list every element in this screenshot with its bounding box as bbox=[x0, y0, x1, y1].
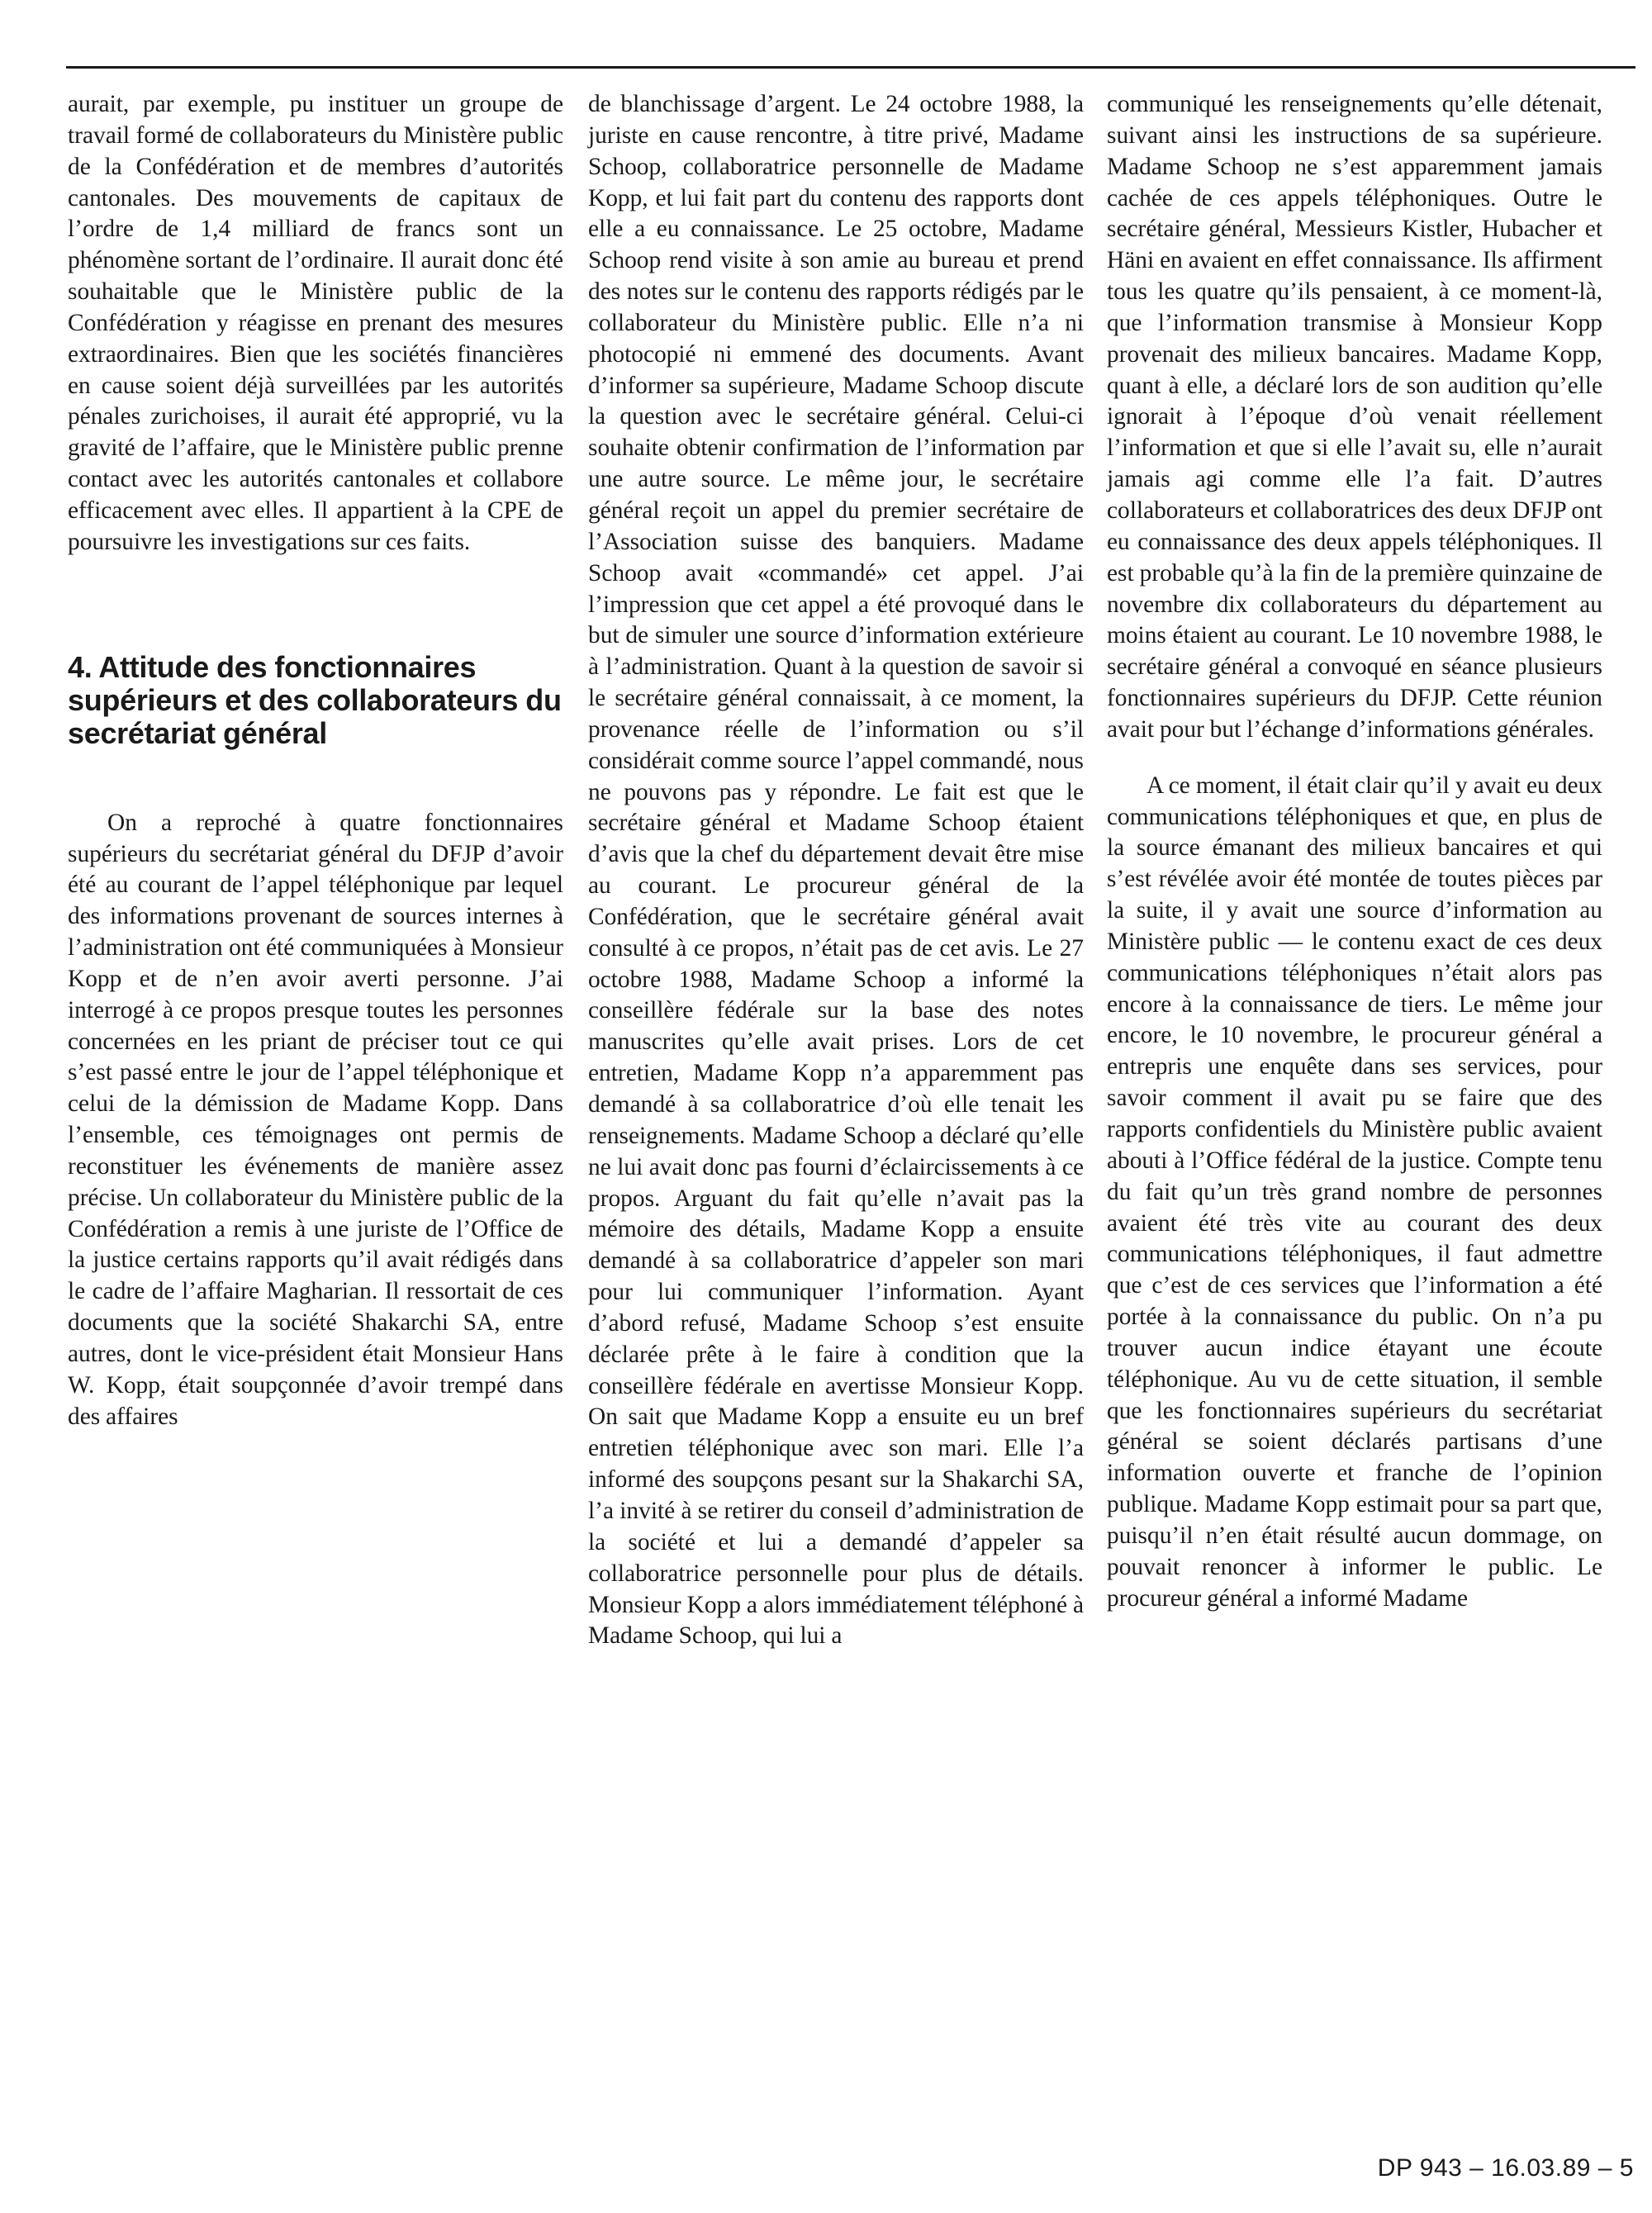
paragraph-text: A ce moment, il était clair qu’il y avait eu deux communications téléphoniques et que, en plus de la source émanant des milieux bancaires et qui s’est révélée avoir été montée de toutes pièces par la suite, il y avait une source d’information au Ministère public — le contenu exact de ces deux communications téléphoniques n’était alors pas encore à la connaissance de tiers. Le même jour encore, le 10 novembre, le procureur général a entrepris une enquête dans ses services, pour savoir comment il avait pu se faire que des rapports confidentiels du Ministère public avaient abouti à l’Office fédéral de la justice. Compte tenu du fait qu’un très grand nombre de personnes avaient été très vite au courant des deux communications téléphoniques, il faut admettre que c’est de ces services que l’information a été portée à la connaissance du public. On n’a pu trouver aucun indice étayant une écoute téléphonique. Au vu de cette situation, il semble que les fonctionnaires supérieurs du secrétariat général se soient déclarés partisans d’une information ouverte et franche de l’opinion publique. Madame Kopp estimait pour sa part que, puisqu’il n’en était résulté aucun dommage, on pouvait renoncer à informer le public. Le procureur général a informé Madame bbox=[1107, 772, 1602, 1612]
column-3 bbox=[1107, 89, 1602, 1615]
paragraph-text: de blanchissage d’argent. Le 24 octobre 1988, la juriste en cause rencontre, à titre privé, Madame Schoop, collaboratrice personnelle de Madame Kopp, et lui fait part du contenu des rapports dont elle a eu connaissance. Le 25 octobre, Madame Schoop rend visite à son amie au bureau et prend des notes sur le contenu des rapports rédigés par le collaborateur du Ministère public. Elle n’a ni photocopié ni emmené des documents. Avant d’informer sa supérieure, Madame Schoop discute la question avec le secrétaire général. Celui-ci souhaite obtenir confirmation de l’information par une autre source. Le même jour, le secrétaire général reçoit un appel du premier secrétaire de l’Association suisse des banquiers. Madame Schoop avait «commandé» cet appel. J’ai l’impression que cet appel a été provoqué dans le but de simuler une source d’information extérieure à l’administration. Quant à la question de savoir si le secrétaire général connaissait, à ce moment, la provenance réelle de l’information ou s’il considérait comme source l’appel commandé, nous ne pouvons pas y répondre. Le fait est que le secrétaire général et Madame Schoop étaient d’avis que la chef du département devait être mise au courant. Le procureur général de la Confédération, que le secrétaire général avait consulté à ce propos, n’était pas de cet avis. Le 27 octobre 1988, Madame Schoop a informé la conseillère fédérale sur la base des notes manuscrites qu’elle avait prises. Lors de cet entretien, Madame Kopp n’a apparemment pas demandé à sa collaboratrice d’où elle tenait les renseignements. Madame Schoop a déclaré qu’elle ne lui avait donc pas fourni d’éclaircissements à ce propos. Arguant du fait qu’elle n’avait pas la mémoire des détails, Madame Kopp a ensuite demandé à sa collaboratrice d’appeler son mari pour lui communiquer l’information. Ayant d’abord refusé, Madame Schoop s’est ensuite déclarée prête à le faire à condition que la conseillère fédérale en avertisse Monsieur Kopp. On sait que Madame Kopp a ensuite eu un bref entretien téléphonique avec son mari. Elle l’a informé des soupçons pesant sur la Shakarchi SA, l’a invité à se retirer du conseil d’administration de la société et lui a demandé d’appeler sa collaboratrice personnelle pour plus de détails. Monsieur Kopp a alors immédiatement téléphoné à Madame Schoop, qui lui a bbox=[588, 91, 1084, 1650]
column-1 bbox=[68, 89, 563, 1433]
page-footer: DP 943 – 16.03.89 – 5 bbox=[1377, 2154, 1634, 2182]
paragraph-text: communiqué les renseignements qu’elle détenait, suivant ainsi les instructions de sa supérieure. Madame Schoop ne s’est apparemment jamais cachée de ces appels téléphoniques. Outre le secrétaire général, Messieurs Kistler, Hubacher et Häni en avaient en effet connaissance. Ils affirment tous les quatre qu’ils pensaient, à ce moment-là, que l’information transmise à Monsieur Kopp provenait des milieux bancaires. Madame Kopp, quant à elle, a déclaré lors de son audition qu’elle ignorait à l’époque d’où venait réellement l’information et que si elle l’avait su, elle n’aurait jamais agi comme elle l’a fait. D’autres collaborateurs et collaboratrices des deux DFJP ont eu connaissance des deux appels téléphoniques. Il est probable qu’à la fin de la première quinzaine de novembre dix collaborateurs du département au moins étaient au courant. Le 10 novembre 1988, le secrétaire général a convoqué en séance plusieurs fonctionnaires supérieurs du DFJP. Cette réunion avait pour but l’échange d’informations générales. bbox=[1107, 91, 1602, 743]
paragraph-text: aurait, par exemple, pu instituer un groupe de travail formé de collaborateurs du Ministère public de la Confédération et de membres d’autorités cantonales. Des mouvements de capitaux de l’ordre de 1,4 milliard de francs sont un phénomène sortant de l’ordinaire. Il aurait donc été souhaitable que le Ministère public de la Confédération y réagisse en prenant des mesures extraordinaires. Bien que les sociétés financières en cause soient déjà surveillées par les autorités pénales zurichoises, il aurait été approprié, vu la gravité de l’affaire, que le Ministère public prenne contact avec les autorités cantonales et collabore efficacement avec elles. Il appartient à la CPE de poursuivre les investigations sur ces faits. bbox=[68, 91, 563, 555]
column-2 bbox=[588, 89, 1084, 1652]
section-heading: 4. Attitude des fonctionnaires supérieurs et des collaborateurs du secrétariat général bbox=[68, 649, 562, 750]
top-rule bbox=[66, 66, 1635, 69]
paragraph-text: On a reproché à quatre fonctionnaires supérieurs du secrétariat général du DFJP d’avoir été au courant de l’appel téléphonique par lequel des informations provenant de sources internes à l’administration ont été communiquées à Monsieur Kopp et de n’en avoir averti personne. J’ai interrogé à ce propos presque toutes les personnes concernées en les priant de préciser tout ce qui s’est passé entre le jour de l’appel téléphonique et celui de la démission de Madame Kopp. Dans l’ensemble, ces témoignages ont permis de reconstituer les événements de manière assez précise. Un collaborateur du Ministère public de la Confédération a remis à une juriste de l’Office de la justice certains rapports qu’il avait rédigés dans le cadre de l’affaire Magharian. Il ressortait de ces documents que la société Shakarchi SA, entre autres, dont le vice-président était Monsieur Hans W. Kopp, était soupçonnée d’avoir trempé dans des affaires bbox=[68, 809, 563, 1430]
